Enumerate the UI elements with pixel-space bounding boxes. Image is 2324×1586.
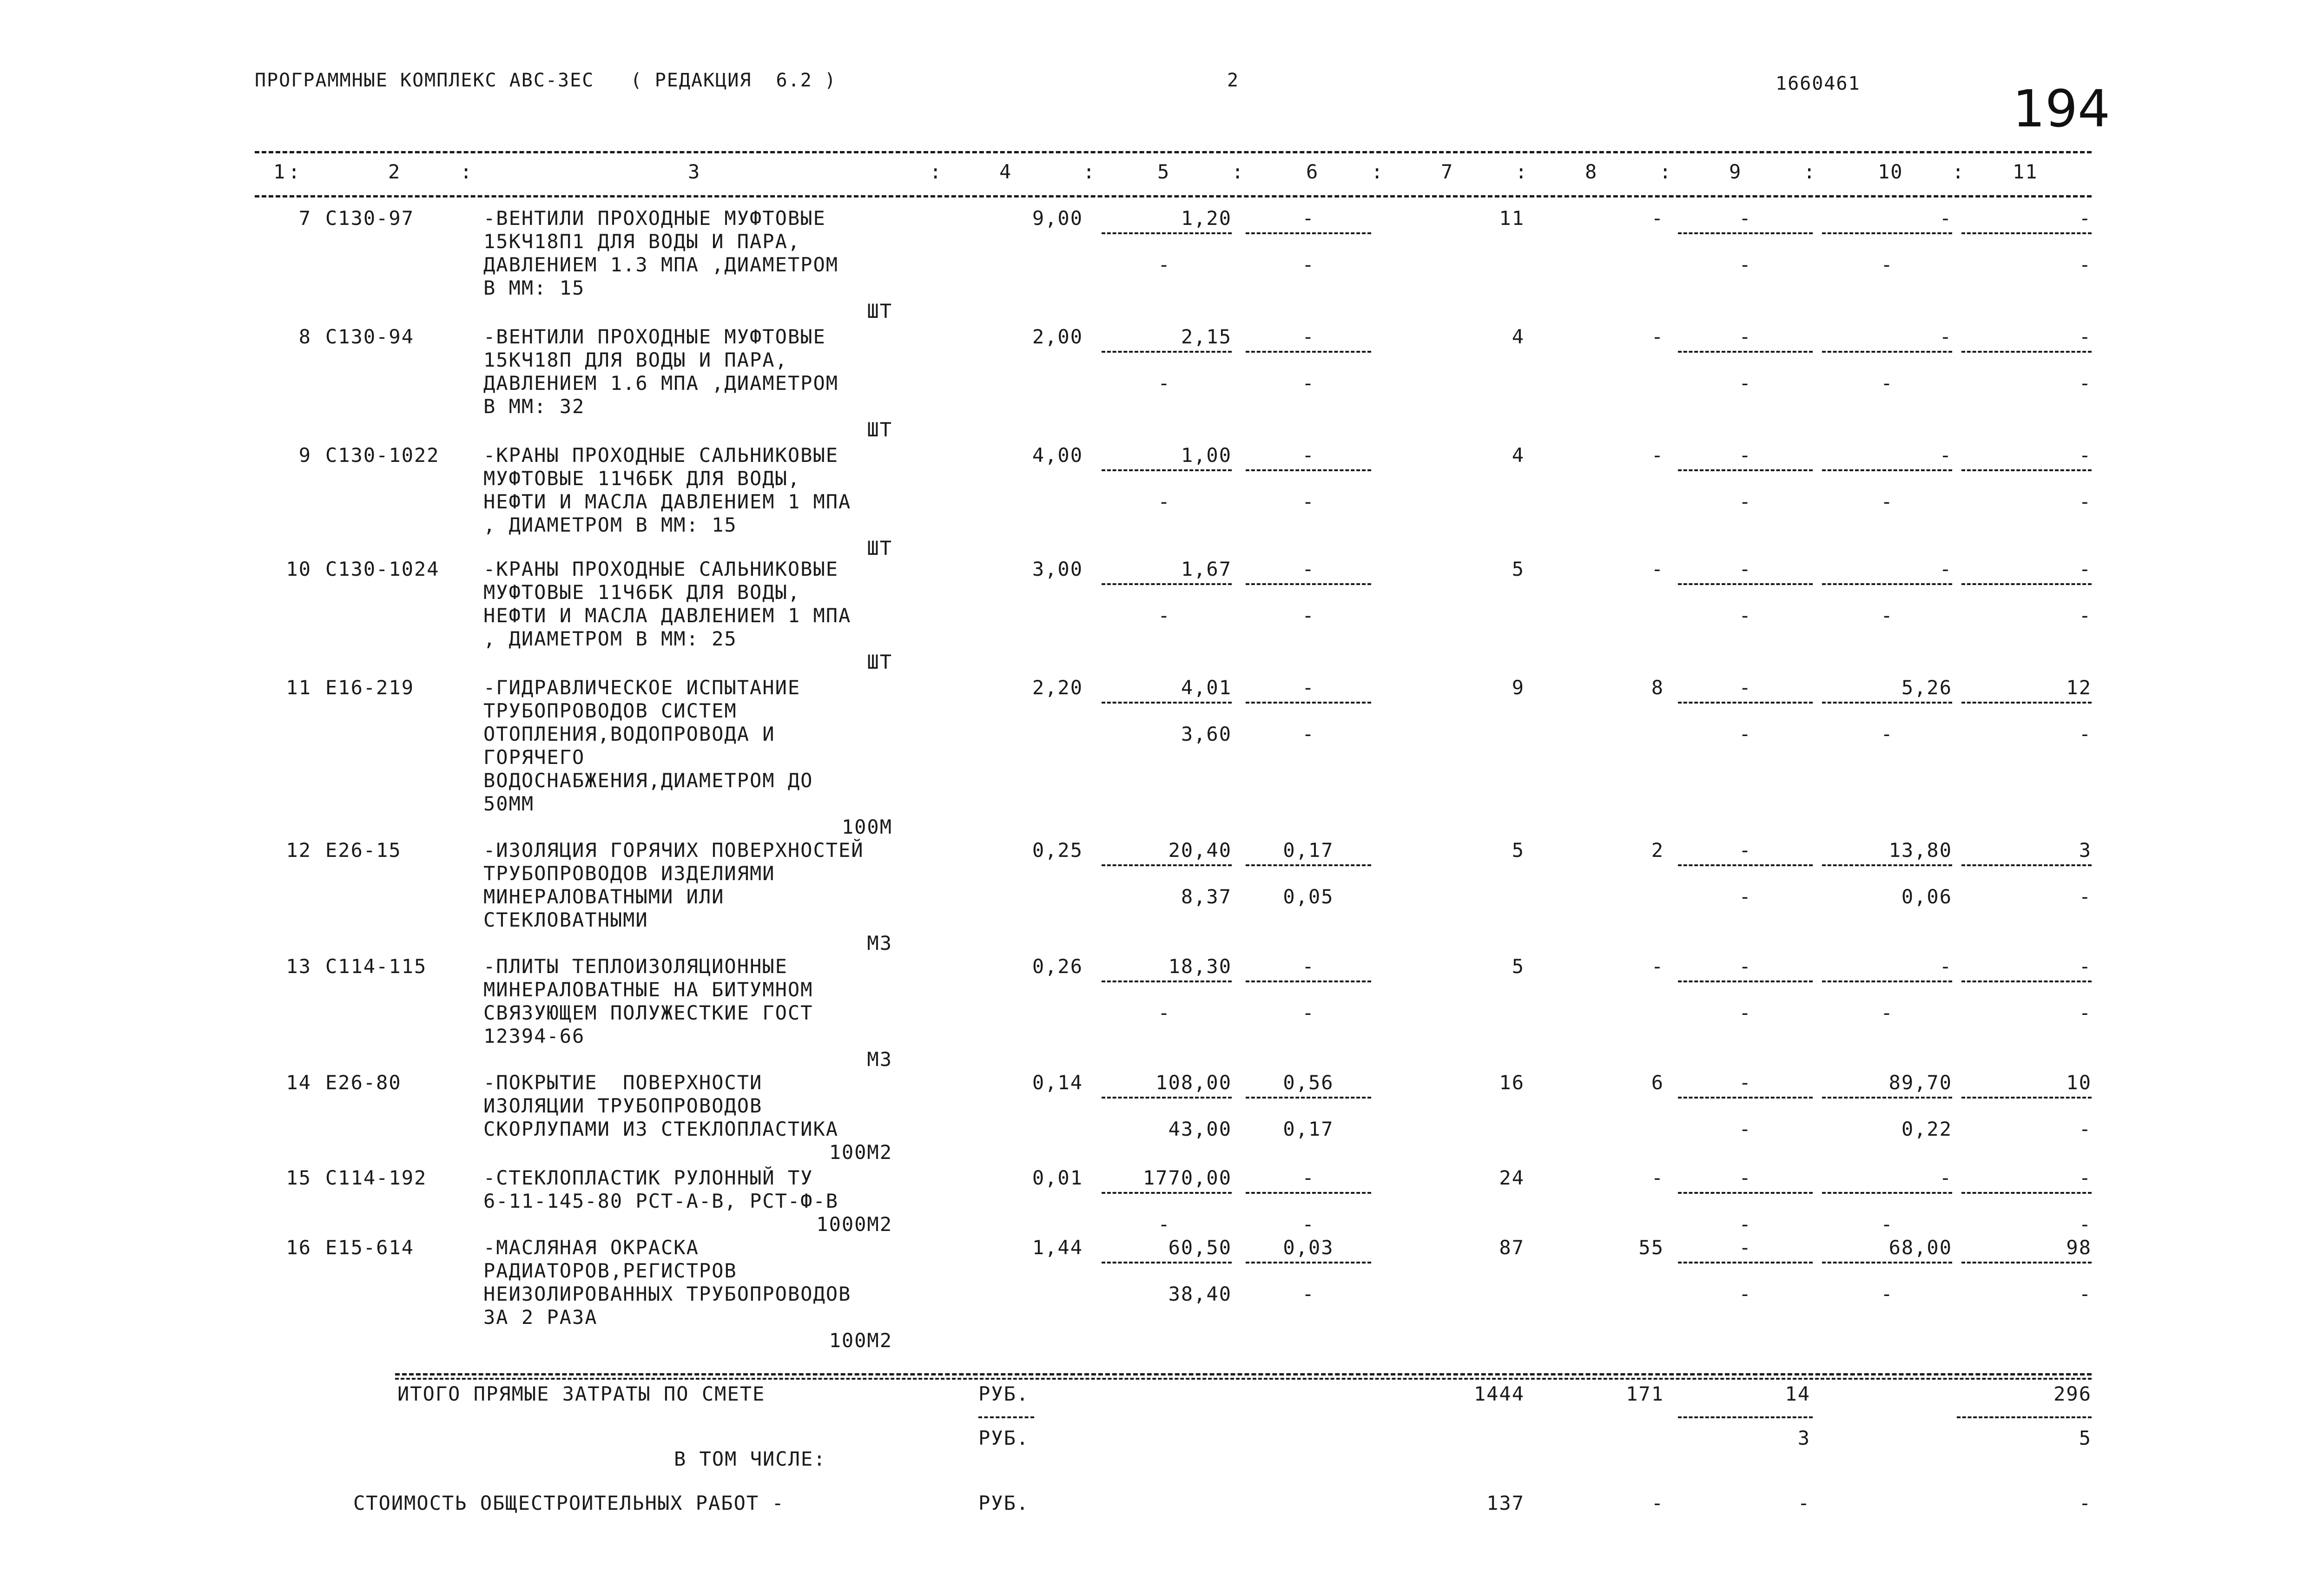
row-description-line: 6-11-145-80 РСТ-А-В, РСТ-Ф-В xyxy=(483,1190,839,1212)
row-col10-top: - xyxy=(1939,444,1952,467)
column-separator: : xyxy=(1083,160,1096,183)
column-header-5: 5 xyxy=(1157,160,1170,183)
cell-rule xyxy=(1102,351,1232,353)
general-col8: - xyxy=(1651,1492,1664,1514)
row-col4-quantity: 1,44 xyxy=(1032,1236,1083,1259)
row-code: С130-94 xyxy=(325,325,415,348)
cell-rule xyxy=(1961,469,2092,471)
row-col9-top: - xyxy=(1739,1071,1752,1094)
row-col6-bottom: - xyxy=(1302,723,1315,745)
row-description-line: 50ММ xyxy=(483,792,535,815)
totals-top-rule xyxy=(395,1373,2092,1375)
cell-rule xyxy=(1246,232,1371,234)
row-col6-top: - xyxy=(1302,444,1315,467)
row-col6-top: - xyxy=(1302,325,1315,348)
cell-rule xyxy=(1961,864,2092,866)
row-col5-bottom: - xyxy=(1158,1213,1171,1236)
general-col9: - xyxy=(1797,1492,1810,1514)
including-label: В ТОМ ЧИСЛЕ: xyxy=(674,1448,826,1470)
row-col6-bottom: - xyxy=(1302,1001,1315,1024)
row-unit: 100М xyxy=(841,816,892,838)
row-col11-top: - xyxy=(2079,444,2092,467)
row-col6-bottom: 0,17 xyxy=(1283,1118,1334,1140)
cell-rule xyxy=(1961,981,2092,982)
row-col9-top: - xyxy=(1739,325,1752,348)
row-col7: 11 xyxy=(1499,207,1525,230)
row-col10-bottom: - xyxy=(1881,1283,1894,1305)
column-header-3: 3 xyxy=(688,160,701,183)
cell-rule xyxy=(1102,1192,1232,1194)
row-description-line: -ВЕНТИЛИ ПРОХОДНЫЕ МУФТОВЫЕ xyxy=(483,207,826,230)
row-col8: 6 xyxy=(1651,1071,1664,1094)
totals-top-rule-2 xyxy=(395,1378,2092,1380)
column-header-1: 1 xyxy=(273,160,286,183)
row-col10-bottom: 0,22 xyxy=(1901,1118,1952,1140)
row-col10-bottom: - xyxy=(1881,723,1894,745)
totals-col11-rule xyxy=(1957,1416,2092,1418)
row-unit: ШТ xyxy=(867,651,892,673)
row-col6-bottom: - xyxy=(1302,490,1315,513)
cell-rule xyxy=(1961,1192,2092,1194)
row-col11-bottom: - xyxy=(2079,1213,2092,1236)
row-description-line: -СТЕКЛОПЛАСТИК РУЛОННЫЙ ТУ xyxy=(483,1166,813,1189)
cell-rule xyxy=(1678,864,1813,866)
column-header-7: 7 xyxy=(1441,160,1454,183)
cell-rule xyxy=(1102,864,1232,866)
row-col11-top: 12 xyxy=(2066,676,2092,699)
column-header-8: 8 xyxy=(1585,160,1598,183)
row-col4-quantity: 0,01 xyxy=(1032,1166,1083,1189)
cell-rule xyxy=(1246,351,1371,353)
cell-rule xyxy=(1678,981,1813,982)
cell-rule xyxy=(1678,702,1813,704)
row-description-line: -ГИДРАВЛИЧЕСКОЕ ИСПЫТАНИЕ xyxy=(483,676,801,699)
general-col7: 137 xyxy=(1486,1492,1525,1514)
row-col10-top: - xyxy=(1939,955,1952,978)
row-unit: ШТ xyxy=(867,537,892,559)
row-description-line: -ПЛИТЫ ТЕПЛОИЗОЛЯЦИОННЫЕ xyxy=(483,955,788,978)
row-description-line: НЕФТИ И МАСЛА ДАВЛЕНИЕМ 1 МПА xyxy=(483,604,852,627)
row-col5-bottom: - xyxy=(1158,1001,1171,1024)
row-col9-top: - xyxy=(1739,1166,1752,1189)
row-col9-top: - xyxy=(1739,444,1752,467)
row-col9-bottom: - xyxy=(1739,1283,1752,1305)
row-col9-top: - xyxy=(1739,676,1752,699)
row-col5-bottom: 8,37 xyxy=(1181,885,1232,908)
row-col8: - xyxy=(1651,1166,1664,1189)
row-code: С114-192 xyxy=(325,1166,427,1189)
row-description-line: СВЯЗУЮЩЕМ ПОЛУЖЕСТКИЕ ГОСТ xyxy=(483,1001,813,1024)
cell-rule xyxy=(1822,1192,1952,1194)
row-number: 13 xyxy=(286,955,311,978)
row-code: С130-97 xyxy=(325,207,415,230)
row-col5-top: 108,00 xyxy=(1155,1071,1232,1094)
column-separator: : xyxy=(1952,160,1965,183)
row-col9-top: - xyxy=(1739,955,1752,978)
row-col5-bottom: - xyxy=(1158,604,1171,627)
cell-rule xyxy=(1678,1192,1813,1194)
row-description-line: ДАВЛЕНИЕМ 1.6 МПА ,ДИАМЕТРОМ xyxy=(483,372,839,395)
row-description-line: ТРУБОПРОВОДОВ СИСТЕМ xyxy=(483,699,737,722)
row-col6-bottom: - xyxy=(1302,1213,1315,1236)
row-description-line: ОТОПЛЕНИЯ,ВОДОПРОВОДА И xyxy=(483,723,775,745)
row-col5-top: 2,15 xyxy=(1181,325,1232,348)
row-description-line: ДАВЛЕНИЕМ 1.3 МПА ,ДИАМЕТРОМ xyxy=(483,253,839,276)
row-col5-top: 4,01 xyxy=(1181,676,1232,699)
general-works-unit: РУБ. xyxy=(978,1492,1030,1514)
row-description-line: 15КЧ18П1 ДЛЯ ВОДЫ И ПАРА, xyxy=(483,230,801,253)
cell-rule xyxy=(1822,1262,1952,1264)
column-header-2: 2 xyxy=(388,160,401,183)
row-col6-top: - xyxy=(1302,955,1315,978)
row-col4-quantity: 2,20 xyxy=(1032,676,1083,699)
cell-rule xyxy=(1822,864,1952,866)
row-description-line: ТРУБОПРОВОДОВ ИЗДЕЛИЯМИ xyxy=(483,862,775,885)
row-col10-bottom: - xyxy=(1881,253,1894,276)
row-col8: 55 xyxy=(1638,1236,1664,1259)
cell-rule xyxy=(1246,864,1371,866)
row-col11-bottom: - xyxy=(2079,1001,2092,1024)
cell-rule xyxy=(1961,1262,2092,1264)
totals-col11: 296 xyxy=(2053,1382,2092,1405)
row-col11-bottom: - xyxy=(2079,1118,2092,1140)
cell-rule xyxy=(1961,583,2092,585)
row-number: 7 xyxy=(298,207,311,230)
row-description-line: ГОРЯЧЕГО xyxy=(483,746,585,769)
totals-col9-b: 3 xyxy=(1797,1427,1810,1449)
row-col11-top: - xyxy=(2079,325,2092,348)
column-header-10: 10 xyxy=(1878,160,1903,183)
cell-rule xyxy=(1246,981,1371,982)
row-code: С130-1024 xyxy=(325,558,440,580)
row-col6-top: - xyxy=(1302,1166,1315,1189)
document-number: 1660461 xyxy=(1776,73,1861,94)
row-description-line: -ВЕНТИЛИ ПРОХОДНЫЕ МУФТОВЫЕ xyxy=(483,325,826,348)
row-col11-bottom: - xyxy=(2079,723,2092,745)
row-col9-bottom: - xyxy=(1739,1118,1752,1140)
cell-rule xyxy=(1678,1097,1813,1099)
general-works-label: СТОИМОСТЬ ОБЩЕСТРОИТЕЛЬНЫХ РАБОТ - xyxy=(353,1492,785,1514)
row-col7: 5 xyxy=(1512,955,1525,978)
column-header-4: 4 xyxy=(999,160,1012,183)
row-col11-top: 3 xyxy=(2079,839,2092,862)
table-top-rule xyxy=(255,151,2092,153)
cell-rule xyxy=(1246,1262,1371,1264)
row-col4-quantity: 4,00 xyxy=(1032,444,1083,467)
cell-rule xyxy=(1961,702,2092,704)
cell-rule xyxy=(1678,583,1813,585)
totals-col9: 14 xyxy=(1785,1382,1810,1405)
column-separator: : xyxy=(1371,160,1384,183)
cell-rule xyxy=(1102,1097,1232,1099)
row-description-line: , ДИАМЕТРОМ В ММ: 15 xyxy=(483,513,737,536)
row-number: 8 xyxy=(298,325,311,348)
row-description-line: -ПОКРЫТИЕ ПОВЕРХНОСТИ xyxy=(483,1071,763,1094)
row-number: 10 xyxy=(286,558,311,580)
row-col11-bottom: - xyxy=(2079,604,2092,627)
row-col10-bottom: - xyxy=(1881,1001,1894,1024)
row-col9-bottom: - xyxy=(1739,1001,1752,1024)
cell-rule xyxy=(1822,583,1952,585)
row-col6-top: 0,03 xyxy=(1283,1236,1334,1259)
row-col6-bottom: - xyxy=(1302,1283,1315,1305)
row-col5-top: 1,00 xyxy=(1181,444,1232,467)
row-col11-top: - xyxy=(2079,207,2092,230)
row-col9-bottom: - xyxy=(1739,372,1752,395)
row-description-line: , ДИАМЕТРОМ В ММ: 25 xyxy=(483,627,737,650)
row-col10-bottom: 0,06 xyxy=(1901,885,1952,908)
row-col9-top: - xyxy=(1739,1236,1752,1259)
row-col4-quantity: 3,00 xyxy=(1032,558,1083,580)
row-col9-top: - xyxy=(1739,558,1752,580)
row-col8: 2 xyxy=(1651,839,1664,862)
row-col5-bottom: - xyxy=(1158,253,1171,276)
row-col4-quantity: 0,25 xyxy=(1032,839,1083,862)
row-description-line: 15КЧ18П ДЛЯ ВОДЫ И ПАРА, xyxy=(483,349,788,371)
cell-rule xyxy=(1678,351,1813,353)
program-title: ПРОГРАММНЫЕ КОМПЛЕКС АВС-3ЕС ( РЕДАКЦИЯ 6.2 ) xyxy=(255,70,837,91)
totals-unit-2: РУБ. xyxy=(978,1427,1030,1449)
column-separator: : xyxy=(930,160,943,183)
row-description-line: НЕФТИ И МАСЛА ДАВЛЕНИЕМ 1 МПА xyxy=(483,490,852,513)
row-unit: М3 xyxy=(867,932,892,954)
row-col5-top: 18,30 xyxy=(1168,955,1232,978)
row-col6-top: 0,56 xyxy=(1283,1071,1334,1094)
row-code: С114-115 xyxy=(325,955,427,978)
row-col9-top: - xyxy=(1739,207,1752,230)
column-separator: : xyxy=(1232,160,1245,183)
cell-rule xyxy=(1246,583,1371,585)
row-unit: М3 xyxy=(867,1048,892,1071)
general-col11: - xyxy=(2079,1492,2092,1514)
column-separator: : xyxy=(1659,160,1672,183)
row-col11-top: - xyxy=(2079,1166,2092,1189)
row-col9-bottom: - xyxy=(1739,885,1752,908)
row-number: 16 xyxy=(286,1236,311,1259)
row-unit: 100М2 xyxy=(829,1141,892,1164)
row-col8: - xyxy=(1651,558,1664,580)
row-description-line: ВОДОСНАБЖЕНИЯ,ДИАМЕТРОМ ДО xyxy=(483,769,813,792)
row-col7: 9 xyxy=(1512,676,1525,699)
row-col10-top: 5,26 xyxy=(1901,676,1952,699)
cell-rule xyxy=(1961,351,2092,353)
row-col11-top: - xyxy=(2079,955,2092,978)
row-col7: 87 xyxy=(1499,1236,1525,1259)
cell-rule xyxy=(1961,232,2092,234)
row-col9-bottom: - xyxy=(1739,253,1752,276)
row-col7: 16 xyxy=(1499,1071,1525,1094)
cell-rule xyxy=(1822,351,1952,353)
row-number: 9 xyxy=(298,444,311,467)
row-code: Е16-219 xyxy=(325,676,415,699)
row-col10-bottom: - xyxy=(1881,490,1894,513)
cell-rule xyxy=(1822,1097,1952,1099)
row-col5-bottom: - xyxy=(1158,372,1171,395)
column-separator: : xyxy=(1515,160,1528,183)
row-col6-top: - xyxy=(1302,558,1315,580)
cell-rule xyxy=(1102,1262,1232,1264)
row-col11-bottom: - xyxy=(2079,1283,2092,1305)
row-col5-bottom: 38,40 xyxy=(1168,1283,1232,1305)
column-header-9: 9 xyxy=(1729,160,1742,183)
cell-rule xyxy=(1102,981,1232,982)
row-col10-top: 89,70 xyxy=(1888,1071,1952,1094)
row-col4-quantity: 0,14 xyxy=(1032,1071,1083,1094)
cell-rule xyxy=(1246,1192,1371,1194)
cell-rule xyxy=(1822,232,1952,234)
row-col9-bottom: - xyxy=(1739,604,1752,627)
row-col9-top: - xyxy=(1739,839,1752,862)
row-description-line: 12394-66 xyxy=(483,1025,585,1047)
row-number: 15 xyxy=(286,1166,311,1189)
row-col10-top: - xyxy=(1939,325,1952,348)
row-col6-bottom: - xyxy=(1302,604,1315,627)
cell-rule xyxy=(1678,469,1813,471)
row-description-line: СТЕКЛОВАТНЫМИ xyxy=(483,908,648,931)
row-number: 11 xyxy=(286,676,311,699)
row-number: 14 xyxy=(286,1071,311,1094)
row-col4-quantity: 9,00 xyxy=(1032,207,1083,230)
row-unit: 100М2 xyxy=(829,1329,892,1352)
row-description-line: В ММ: 15 xyxy=(483,276,585,299)
row-description-line: РАДИАТОРОВ,РЕГИСТРОВ xyxy=(483,1259,737,1282)
header-bottom-rule xyxy=(255,195,2092,197)
column-header-6: 6 xyxy=(1306,160,1319,183)
row-col8: - xyxy=(1651,444,1664,467)
row-description-line: -ИЗОЛЯЦИЯ ГОРЯЧИХ ПОВЕРХНОСТЕЙ xyxy=(483,839,864,862)
row-col6-top: - xyxy=(1302,676,1315,699)
row-col11-top: 10 xyxy=(2066,1071,2092,1094)
row-description-line: МУФТОВЫЕ 11Ч6БК ДЛЯ ВОДЫ, xyxy=(483,467,801,490)
row-description-line: МИНЕРАЛОВАТНЫМИ ИЛИ xyxy=(483,885,725,908)
totals-col11-b: 5 xyxy=(2079,1427,2092,1449)
row-col6-bottom: 0,05 xyxy=(1283,885,1334,908)
totals-col7: 1444 xyxy=(1473,1382,1525,1405)
cell-rule xyxy=(1822,469,1952,471)
row-col10-bottom: - xyxy=(1881,372,1894,395)
row-col5-top: 20,40 xyxy=(1168,839,1232,862)
totals-unit: РУБ. xyxy=(978,1382,1030,1405)
row-description-line: ЗА 2 РАЗА xyxy=(483,1306,598,1329)
totals-col8: 171 xyxy=(1626,1382,1664,1405)
row-description-line: В ММ: 32 xyxy=(483,395,585,418)
row-unit: ШТ xyxy=(867,418,892,441)
row-description-line: -КРАНЫ ПРОХОДНЫЕ САЛЬНИКОВЫЕ xyxy=(483,558,839,580)
row-col6-bottom: - xyxy=(1302,253,1315,276)
row-col5-top: 1,20 xyxy=(1181,207,1232,230)
cell-rule xyxy=(1102,583,1232,585)
row-col5-top: 1770,00 xyxy=(1142,1166,1232,1189)
cell-rule xyxy=(1822,702,1952,704)
column-separator: : xyxy=(288,160,301,183)
row-col5-bottom: - xyxy=(1158,490,1171,513)
row-col8: 8 xyxy=(1651,676,1664,699)
row-col11-bottom: - xyxy=(2079,885,2092,908)
row-col9-bottom: - xyxy=(1739,723,1752,745)
column-separator: : xyxy=(460,160,473,183)
totals-unit-rule xyxy=(978,1416,1034,1418)
row-number: 12 xyxy=(286,839,311,862)
row-description-line: -КРАНЫ ПРОХОДНЫЕ САЛЬНИКОВЫЕ xyxy=(483,444,839,467)
row-code: Е15-614 xyxy=(325,1236,415,1259)
row-col11-bottom: - xyxy=(2079,372,2092,395)
row-col7: 4 xyxy=(1512,325,1525,348)
row-col10-top: 13,80 xyxy=(1888,839,1952,862)
cell-rule xyxy=(1678,1262,1813,1264)
cell-rule xyxy=(1678,232,1813,234)
column-separator: : xyxy=(1803,160,1816,183)
row-col8: - xyxy=(1651,325,1664,348)
row-col8: - xyxy=(1651,207,1664,230)
row-code: Е26-15 xyxy=(325,839,402,862)
row-col7: 5 xyxy=(1512,558,1525,580)
cell-rule xyxy=(1102,232,1232,234)
row-description-line: НЕИЗОЛИРОВАННЫХ ТРУБОПРОВОДОВ xyxy=(483,1283,852,1305)
row-col4-quantity: 0,26 xyxy=(1032,955,1083,978)
handwritten-page-number: 194 xyxy=(2013,79,2110,138)
row-code: С130-1022 xyxy=(325,444,440,467)
row-description-line: -МАСЛЯНАЯ ОКРАСКА xyxy=(483,1236,699,1259)
row-col6-top: 0,17 xyxy=(1283,839,1334,862)
row-description-line: ИЗОЛЯЦИИ ТРУБОПРОВОДОВ xyxy=(483,1094,763,1117)
cell-rule xyxy=(1961,1097,2092,1099)
column-header-11: 11 xyxy=(2013,160,2038,183)
row-col10-top: - xyxy=(1939,207,1952,230)
row-col10-top: - xyxy=(1939,1166,1952,1189)
cell-rule xyxy=(1822,981,1952,982)
totals-col9-rule xyxy=(1678,1416,1813,1418)
row-col5-top: 1,67 xyxy=(1181,558,1232,580)
row-col11-top: 98 xyxy=(2066,1236,2092,1259)
row-col7: 5 xyxy=(1512,839,1525,862)
cell-rule xyxy=(1102,702,1232,704)
cell-rule xyxy=(1246,1097,1371,1099)
row-col6-top: - xyxy=(1302,207,1315,230)
row-col7: 4 xyxy=(1512,444,1525,467)
cell-rule xyxy=(1246,702,1371,704)
row-col9-bottom: - xyxy=(1739,490,1752,513)
row-col11-top: - xyxy=(2079,558,2092,580)
row-col6-bottom: - xyxy=(1302,372,1315,395)
row-col10-bottom: - xyxy=(1881,604,1894,627)
row-description-line: МУФТОВЫЕ 11Ч6БК ДЛЯ ВОДЫ, xyxy=(483,581,801,604)
page-number: 2 xyxy=(1227,70,1240,91)
row-description-line: МИНЕРАЛОВАТНЫЕ НА БИТУМНОМ xyxy=(483,978,813,1001)
row-code: Е26-80 xyxy=(325,1071,402,1094)
row-col10-top: 68,00 xyxy=(1888,1236,1952,1259)
row-col9-bottom: - xyxy=(1739,1213,1752,1236)
row-unit: ШТ xyxy=(867,300,892,322)
row-col5-bottom: 3,60 xyxy=(1181,723,1232,745)
row-col4-quantity: 2,00 xyxy=(1032,325,1083,348)
totals-label: ИТОГО ПРЯМЫЕ ЗАТРАТЫ ПО СМЕТЕ xyxy=(397,1382,766,1405)
row-description-line: СКОРЛУПАМИ ИЗ СТЕКЛОПЛАСТИКА xyxy=(483,1118,839,1140)
row-col5-bottom: 43,00 xyxy=(1168,1118,1232,1140)
row-col8: - xyxy=(1651,955,1664,978)
row-col5-top: 60,50 xyxy=(1168,1236,1232,1259)
row-col11-bottom: - xyxy=(2079,253,2092,276)
row-col11-bottom: - xyxy=(2079,490,2092,513)
row-col7: 24 xyxy=(1499,1166,1525,1189)
cell-rule xyxy=(1102,469,1232,471)
row-col10-bottom: - xyxy=(1881,1213,1894,1236)
cell-rule xyxy=(1246,469,1371,471)
row-col10-top: - xyxy=(1939,558,1952,580)
row-unit: 1000М2 xyxy=(816,1213,892,1236)
